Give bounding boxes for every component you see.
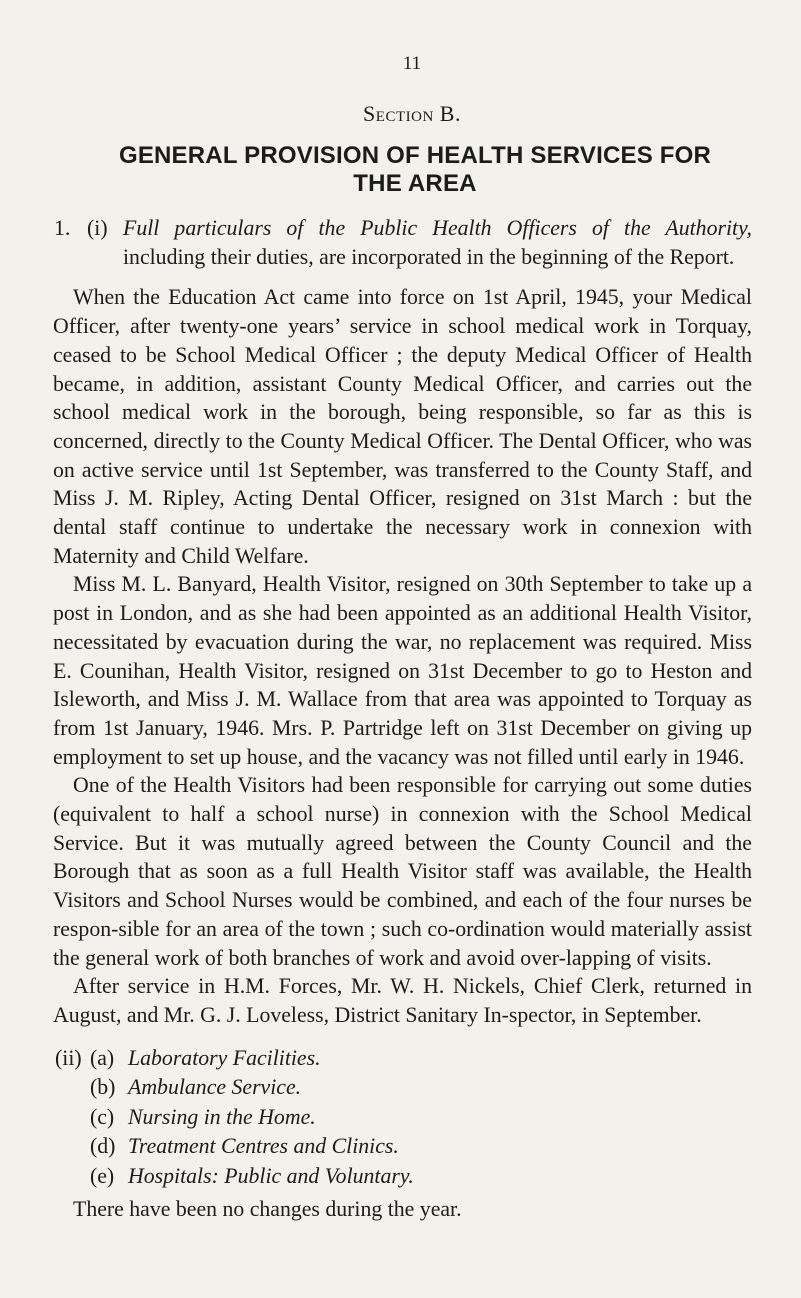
list-title: Nursing in the Home. — [128, 1104, 316, 1129]
list-title: Laboratory Facilities. — [128, 1045, 321, 1070]
paragraph-education-act: When the Education Act came into force on 1st April, 1945, your Medical Officer, after twenty-one years’ service in school medical work in Torquay, ceased to be School Medical Officer ; the deputy Medical Officer of Health became, in addition, assistant County Medical Officer, and carries out the school medical work in the borough, being responsible, so far as this is concerned, directly to the County Medical Officer. The Dental Officer, who was on active service until 1st September, was transferred to the County Staff, and Miss J. M. Ripley, Acting Dental Officer, resigned on 31st March : but the dental staff continue to undertake the necessary work in connexion with Maternity and Child Welfare. — [53, 285, 752, 568]
item-1 — [52, 214, 752, 271]
list-roman-number: (ii) — [55, 1045, 82, 1070]
list-letter: (e) — [90, 1163, 115, 1188]
paragraph-returned-staff: After service in H.M. Forces, Mr. W. H. Nickels, Chief Clerk, returned in August, and Mr. G. J. Loveless, District Sanitary In-spector, in September. — [53, 974, 752, 1027]
facilities-list — [52, 1044, 752, 1192]
list-item — [55, 1073, 752, 1103]
list-item — [55, 1162, 752, 1192]
section-title: Section B. — [363, 101, 461, 126]
page-number: 11 — [402, 53, 422, 74]
item-1-text — [123, 214, 752, 271]
list-title: Hospitals: Public and Voluntary. — [128, 1163, 414, 1188]
page-title — [78, 142, 752, 198]
page-title-line-1: GENERAL PROVISION OF HEALTH SERVICES FOR — [118, 142, 712, 169]
paragraph-school-nurses: One of the Health Visitors had been responsible for carrying out some duties (equivalent to half a school nurse) in connexion with the School Medical Service. But it was mutually agreed between the County Council and the Borough that as soon as a full Health Visitor staff was available, the Health Visitors and School Nurses would be combined, and each of the four nurses be respon-sible for an area of the town ; such co-ordination would materially assist the general work of both branches of work and avoid over-lapping of visits. — [53, 773, 752, 970]
page-title-line-2: THE AREA — [353, 170, 477, 197]
list-title: Ambulance Service. — [128, 1075, 302, 1100]
list-item — [55, 1103, 752, 1133]
document-page — [52, 52, 752, 1224]
list-letter: (c) — [90, 1104, 115, 1129]
item-sub-number: (i) — [87, 216, 108, 240]
item-number: 1. — [54, 216, 71, 240]
paragraph-health-visitors: Miss M. L. Banyard, Health Visitor, resigned on 30th September to take up a post in London, and as she had been appointed as an additional Health Visitor, necessitated by evacuation during the war, no replacement was required. Miss E. Counihan, Health Visitor, resigned on 31st December to go to Heston and Isleworth, and Miss J. M. Wallace from that area was appointed to Torquay as from 1st January, 1946. Mrs. P. Partridge left on 31st December on giving up employment to set up house, and the vacancy was not filled until early in 1946. — [53, 572, 752, 769]
list-letter: (b) — [90, 1075, 116, 1100]
list-letter: (a) — [90, 1045, 115, 1070]
list-item — [55, 1132, 752, 1162]
closing-paragraph: There have been no changes during the year. — [73, 1197, 462, 1222]
item-1-italic-text: Full particulars of the Public Health Officers of the Authority, — [123, 216, 752, 240]
list-item — [55, 1044, 752, 1074]
item-1-rest-text: including their duties, are incorporated in the beginning of the Report. — [123, 244, 735, 269]
list-letter: (d) — [90, 1134, 116, 1159]
list-title: Treatment Centres and Clinics. — [128, 1134, 399, 1159]
